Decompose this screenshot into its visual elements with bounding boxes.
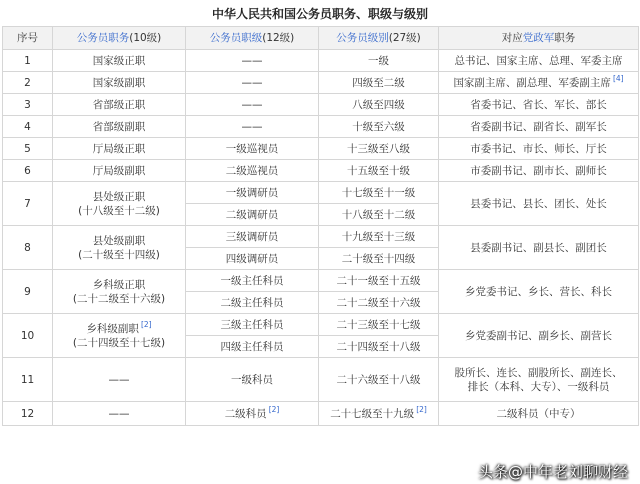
seq-cell: 10: [3, 314, 53, 358]
equiv-cell: 县委副书记、副县长、副团长: [439, 226, 639, 270]
duty-cell: ——: [53, 358, 186, 402]
duty-range: (二十级至十四级): [78, 248, 160, 261]
equiv-text: 国家副主席、副总理、军委副主席: [453, 76, 611, 89]
rank-cell: 二级调研员: [186, 204, 319, 226]
table-row: [3, 270, 639, 292]
equiv-cell: 市委副书记、副市长、副师长: [439, 160, 639, 182]
equiv-cell: 二级科员（中专）: [439, 402, 639, 426]
rank-cell: ——: [186, 116, 319, 138]
duty-line-text: 乡科级副职: [86, 322, 139, 335]
duty-cell: 国家级正职: [53, 50, 186, 72]
grade-cell: 十九级至十三级: [319, 226, 439, 248]
rank-cell: 一级调研员: [186, 182, 319, 204]
rank-suffix: (12级): [262, 32, 295, 44]
table-row: [3, 226, 639, 248]
rank-text: 二级科员: [224, 407, 267, 420]
rank-cell: 四级主任科员: [186, 336, 319, 358]
rank-table: [2, 26, 639, 426]
equiv-link[interactable]: 党政军: [522, 32, 555, 44]
seq-cell: 9: [3, 270, 53, 314]
grade-cell: 二十三级至十七级: [319, 314, 439, 336]
equiv-line: 股所长、连长、副股所长、副连长、: [454, 366, 623, 379]
equiv-suffix: 职务: [554, 32, 576, 44]
equiv-cell: 乡党委副书记、副乡长、副营长: [439, 314, 639, 358]
citation-link[interactable]: [2]: [140, 320, 152, 329]
grade-cell: 十级至六级: [319, 116, 439, 138]
grade-link[interactable]: 公务员级别: [336, 32, 389, 44]
duty-line: 乡科级正职: [92, 278, 146, 291]
equiv-cell: [439, 72, 639, 94]
table-row: [3, 358, 639, 402]
seq-cell: 8: [3, 226, 53, 270]
rank-cell: 一级巡视员: [186, 138, 319, 160]
rank-cell: 一级主任科员: [186, 270, 319, 292]
rank-link[interactable]: 公务员职级: [209, 32, 263, 44]
rank-cell: ——: [186, 72, 319, 94]
equiv-line: 排长（本科、大专）、一级科员: [467, 380, 610, 393]
table-row: [3, 138, 639, 160]
grade-cell: 十三级至八级: [319, 138, 439, 160]
table-row: [3, 160, 639, 182]
grade-cell: 二十六级至十八级: [319, 358, 439, 402]
seq-cell: 2: [3, 72, 53, 94]
grade-cell: 十八级至十二级: [319, 204, 439, 226]
duty-range: (二十二级至十六级): [72, 292, 166, 305]
header-rank: [186, 27, 319, 50]
duty-cell: 国家级副职: [53, 72, 186, 94]
duty-range: (二十四级至十七级): [72, 336, 166, 349]
duty-cell: 厅局级副职: [53, 160, 186, 182]
rank-cell: ——: [186, 50, 319, 72]
equiv-cell: [439, 358, 639, 402]
grade-suffix: (27级): [388, 32, 421, 44]
rank-cell: 一级科员: [186, 358, 319, 402]
header-equiv: [439, 27, 639, 50]
grade-cell: 八级至四级: [319, 94, 439, 116]
seq-cell: 6: [3, 160, 53, 182]
duty-line: 县处级正职: [92, 190, 146, 203]
seq-cell: 5: [3, 138, 53, 160]
table-row: [3, 182, 639, 204]
header-grade: [319, 27, 439, 50]
rank-cell: ——: [186, 94, 319, 116]
header-seq: 序号: [3, 27, 53, 50]
duty-cell: [53, 226, 186, 270]
duty-cell: 省部级正职: [53, 94, 186, 116]
duty-range: (十八级至十二级): [78, 204, 160, 217]
equiv-cell: 总书记、国家主席、总理、军委主席: [439, 50, 639, 72]
grade-cell: [319, 402, 439, 426]
citation-link[interactable]: [4]: [612, 74, 624, 83]
seq-cell: 7: [3, 182, 53, 226]
rank-cell: [186, 402, 319, 426]
grade-cell: 二十级至十四级: [319, 248, 439, 270]
grade-cell: 十五级至十级: [319, 160, 439, 182]
duty-link[interactable]: 公务员职务: [76, 32, 130, 44]
grade-cell: 一级: [319, 50, 439, 72]
table-row: [3, 94, 639, 116]
equiv-cell: 市委书记、市长、师长、厅长: [439, 138, 639, 160]
equiv-cell: 县委书记、县长、团长、处长: [439, 182, 639, 226]
grade-cell: 二十二级至十六级: [319, 292, 439, 314]
duty-suffix: (10级): [129, 32, 162, 44]
duty-line: 县处级副职: [92, 234, 146, 247]
header-duty: [53, 27, 186, 50]
equiv-prefix: 对应: [501, 32, 523, 44]
seq-cell: 3: [3, 94, 53, 116]
grade-cell: 四级至二级: [319, 72, 439, 94]
seq-cell: 1: [3, 50, 53, 72]
table-row: [3, 402, 639, 426]
equiv-cell: 省委副书记、副省长、副军长: [439, 116, 639, 138]
rank-cell: 二级巡视员: [186, 160, 319, 182]
table-row: [3, 116, 639, 138]
duty-cell: ——: [53, 402, 186, 426]
grade-cell: 十七级至十一级: [319, 182, 439, 204]
table-row: [3, 314, 639, 336]
watermark: 头条@中年老刘聊财经: [477, 463, 628, 481]
duty-cell: [53, 182, 186, 226]
duty-cell: [53, 314, 186, 358]
seq-cell: 12: [3, 402, 53, 426]
seq-cell: 4: [3, 116, 53, 138]
grade-cell: 二十四级至十八级: [319, 336, 439, 358]
duty-cell: 省部级副职: [53, 116, 186, 138]
equiv-cell: 省委书记、省长、军长、部长: [439, 94, 639, 116]
rank-cell: 三级调研员: [186, 226, 319, 248]
grade-text: 二十七级至十九级: [330, 407, 415, 420]
citation-link[interactable]: [2]: [416, 405, 427, 414]
duty-line: [53, 322, 185, 336]
rank-cell: 二级主任科员: [186, 292, 319, 314]
table-title: 中华人民共和国公务员职务、职级与级别: [211, 7, 428, 21]
table-row: [3, 72, 639, 94]
grade-cell: 二十一级至十五级: [319, 270, 439, 292]
duty-cell: [53, 270, 186, 314]
duty-cell: 厅局级正职: [53, 138, 186, 160]
seq-cell: 11: [3, 358, 53, 402]
header-row: [3, 27, 639, 50]
rank-cell: 三级主任科员: [186, 314, 319, 336]
rank-cell: 四级调研员: [186, 248, 319, 270]
citation-link[interactable]: [2]: [268, 405, 280, 414]
table-row: [3, 50, 639, 72]
equiv-cell: 乡党委书记、乡长、营长、科长: [439, 270, 639, 314]
